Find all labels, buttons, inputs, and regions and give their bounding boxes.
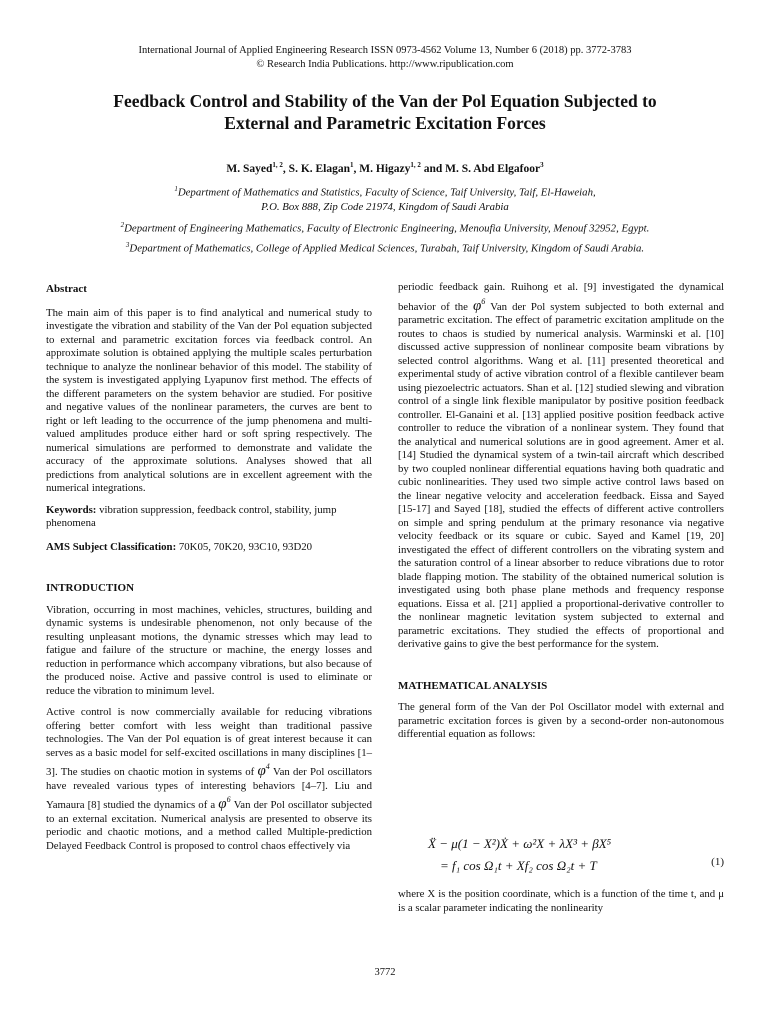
ams-codes: 70K05, 70K20, 93C10, 93D20: [176, 540, 313, 553]
affiliation-text: Department of Mathematics, College of Applied Medical Sciences, Turabah, Taif University, Kingdom of Saudi Arabia.: [129, 242, 645, 255]
equation-number: (1): [711, 856, 724, 868]
intro-text: Van der Pol oscillator subjected to an external excitation. Numerical analysis are presented to observe its periodic and chaotic motions, and a method called Multiple-prediction Delayed Feedback Control is proposed to control chaos effectively via: [46, 799, 372, 852]
affiliation-text: P.O. Box 888, Zip Code 21974, Kingdom of Saudi Arabia: [261, 200, 509, 213]
introduction-heading: INTRODUCTION: [46, 582, 135, 594]
author-name: M. Sayed: [226, 162, 273, 175]
abstract-heading: Abstract: [46, 283, 87, 295]
author-name: , S. K. Elagan: [282, 162, 351, 175]
equation-1: [398, 836, 724, 884]
equation-line-1: Ẍ − μ(1 − X²)Ẋ + ω²X + λX³ + βX⁵: [428, 836, 612, 851]
author-affiliation-mark: 1, 2: [272, 161, 283, 169]
journal-header-line: International Journal of Applied Engineering Research ISSN 0973-4562 Volume 13, Number 6 (2018) pp. 3772-3783: [138, 45, 632, 56]
affiliation-text: Department of Mathematics and Statistics, Faculty of Science, Taif University, Taif, El-Haweiah,: [177, 186, 596, 199]
phi-symbol: $\varphi^6$: [218, 795, 231, 812]
affiliation-3: [40, 238, 730, 256]
body-text: Van der Pol system subjected to both external and parametric excitation. The effect of parametric excitation amplitude on the routes to chaos is studied by numerical analysis. Warminski et al. [10] discussed active suppression of nonlinear composite beam vibrations by selected control algorithms. Wang et al. [11] presented theoretical and experimental study of active vibration control of a flexible cantilever beam using piezoelectric actuators. Shan et al. [12] studied slewing and vibration control of a single link flexible manipulator by positive position feedback controller. El-Ganaini et al. [13] applied positive position feedback active controller to reduce the vibration of a nonlinear system. They found that the analytical and numerical solutions are in good agreement. Amer et al. [14] Studied the dynamical system of a twin-tail aircraft which described by two coupled nonlinear differential equations having both quadratic and cubic nonlinearities. They used two simple active control laws based on the linear negative velocity and acceleration feedback. Eissa and Sayed [15-17] and Sayed [18], studied the effects of different active controllers on simple and spring pendulum at the primary resonance via negative velocity feedback or its square or cubic. Sayed and Kamel [19, 20] investigated the effect of different controllers on the vibrating system and the saturation control of a linear absorber to reduce vibrations due to rotor blade flapping motion. The stability of the obtained numerical solution is investigated using both phase plane methods and frequency response equations. Eissa et al. [21] applied a proportional-derivative controller to the nonlinear magnetic levitation system subjected to external and parametric excitations. They studied the effects of proportional and derivative gains to give the best performance for the system.: [398, 300, 724, 650]
keywords: [46, 504, 372, 531]
author-name: , M. Higazy: [353, 162, 411, 175]
affiliation-1: [40, 182, 730, 214]
affiliation-2: [40, 218, 730, 236]
author-affiliation-mark: 1, 2: [410, 161, 421, 169]
intro-paragraph-1: Vibration, occurring in most machines, vehicles, structures, building and dynamic systems is undesirable phenomenon, not only because of the resulting unpleasant motions, the dynamic stresses which may lead to fatigue and failure of the structure or machine, the energy losses and reduction in performance which accompany vibrations, but also because of the produced noise. Active and passive control is used to eliminate or reduce the vibration to minimum level.: [46, 603, 372, 697]
author-name: and M. S. Abd Elgafoor: [420, 162, 541, 175]
title-line-2: External and Parametric Excitation Forces: [224, 113, 546, 133]
author-affiliation-mark: 1: [350, 161, 354, 169]
paper-title: [40, 90, 730, 134]
right-column-continued: [398, 888, 724, 915]
affiliation-mark: 2: [120, 221, 125, 229]
intro-text: Van der Pol oscillators have revealed various types of interesting behaviors [4–7]. Liu and Yamaura [8] studied the dynamics of a: [46, 766, 373, 811]
phi-symbol: $\varphi^4$: [257, 762, 270, 779]
literature-paragraph: [398, 281, 724, 652]
right-column: [398, 281, 724, 742]
title-line-1: Feedback Control and Stability of the Van der Pol Equation Subjected to: [113, 91, 657, 111]
math-analysis-heading: MATHEMATICAL ANALYSIS: [398, 679, 548, 692]
page-number: 3772: [374, 967, 396, 978]
body-text: periodic feedback gain. Ruihong et al. [9] investigated the dynamical behavior of the: [398, 281, 724, 313]
abstract-text: The main aim of this paper is to find analytical and numerical study to investigate the vibration and stability of the Van der Pol equation subjected to external and parametric excitation forces via feedback control. An approximate solution is obtained applying the multiple scales perturbation technique to analyze the nonlinear behavior of this model. The stability of the system is investigated applying Lyapunov first method. The effects of the different parameters on the system behavior are studied. For positive and negative values of the nonlinear parameters, the curves are bent to right or left leading to the occurrence of the jump phenomena and multi-valued amplitudes produce either hard or soft spring respectively. The numerical simulations are performed to demonstrate and validate the accuracy of the approximate solutions. Analyses showed that all predictions from analytical solutions are in excellent agreement with the numerical integrations.: [46, 306, 372, 494]
author-affiliation-mark: 3: [540, 161, 544, 169]
equation-line-2: = f₁ cos Ω₁t + Xf₂ cos Ω₂t + T: [440, 858, 597, 873]
keywords-label: Keywords:: [46, 503, 97, 516]
author-list: [40, 161, 730, 175]
intro-text: Active control is now commercially available for reducing vibrations offering better comfort with less weight than traditional passive technologies. The Van der Pol equation is of great interest because it can serves as a basic model for self-excited oscillations in many disciplines [1–3]. The studies on chaotic motion in systems of: [46, 706, 372, 778]
affiliation-text: Department of Engineering Mathematics, Faculty of Electronic Engineering, Menoufia University, Menouf 32952, Egypt.: [124, 222, 650, 235]
left-column: [46, 283, 372, 853]
math-paragraph: The general form of the Van der Pol Oscillator model with external and parametric excitation forces is given by a second-order non-autonomous differential equation as follows:: [398, 701, 724, 740]
affiliation-mark: 3: [125, 241, 130, 249]
intro-paragraph-2: [46, 706, 372, 853]
after-equation-text: where X is the position coordinate, which is a function of the time t, and μ is a scalar parameter indicating the nonlinearity: [398, 888, 724, 914]
publisher-line: © Research India Publications. http://www.ripublication.com: [256, 59, 514, 70]
affiliation-mark: 1: [174, 185, 178, 193]
phi-symbol: $\varphi^6$: [472, 296, 486, 314]
ams-label: AMS Subject Classification:: [46, 540, 177, 553]
ams-classification: [46, 541, 372, 555]
keywords-text: vibration suppression, feedback control, stability, jump phenomena: [46, 503, 337, 529]
